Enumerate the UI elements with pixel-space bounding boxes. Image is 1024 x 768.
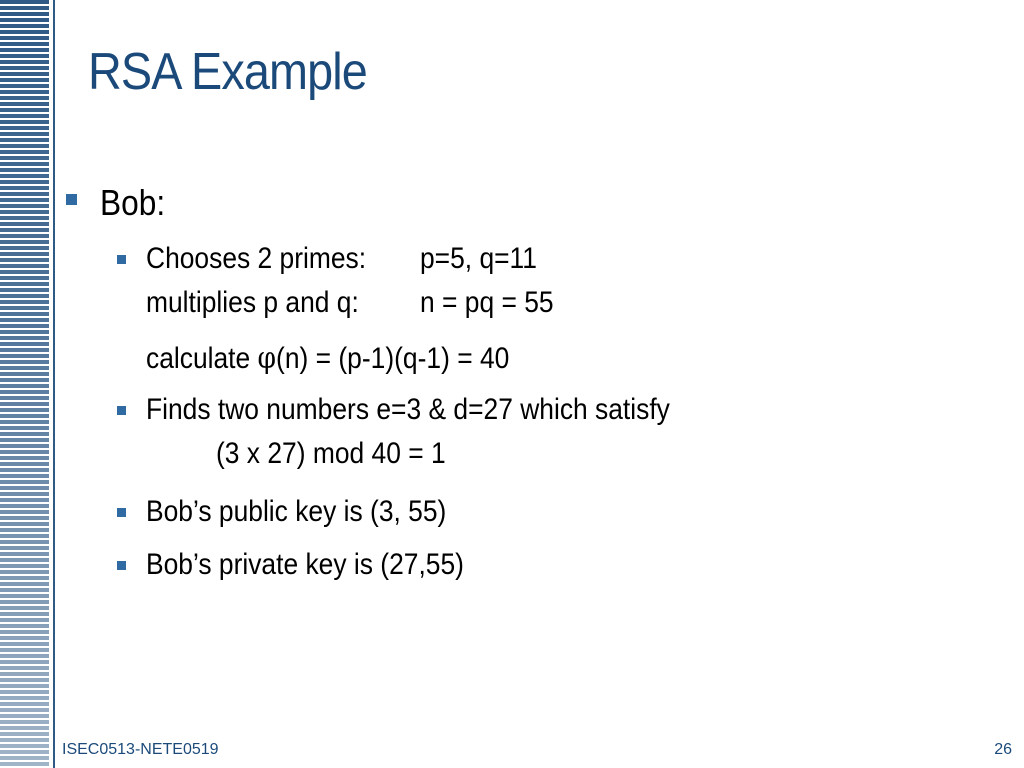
square-bullet-icon bbox=[117, 406, 126, 415]
phi-prefix: calculate bbox=[146, 342, 258, 375]
mod-equation: (3 x 27) mod 40 = 1 bbox=[216, 437, 446, 470]
multiply-label: multiplies p and q: bbox=[146, 286, 359, 319]
square-bullet-icon bbox=[117, 255, 126, 264]
phi-calculation bbox=[146, 341, 509, 376]
phi-formula: (n) = (p-1)(q-1) = 40 bbox=[276, 342, 510, 375]
primes-value: p=5, q=11 bbox=[420, 242, 537, 275]
public-key-line: Bob’s public key is (3, 55) bbox=[146, 495, 447, 528]
square-bullet-icon bbox=[117, 561, 126, 570]
private-key-line: Bob’s private key is (27,55) bbox=[146, 548, 464, 581]
square-bullet-icon bbox=[117, 508, 126, 517]
phi-symbol: φ bbox=[257, 341, 277, 376]
footer-course-code: ISEC0513-NETE0519 bbox=[62, 741, 219, 758]
primes-label: Chooses 2 primes: bbox=[146, 242, 367, 275]
multiply-value: n = pq = 55 bbox=[420, 286, 554, 319]
page-number: 26 bbox=[994, 741, 1012, 758]
slide-title: RSA Example bbox=[88, 43, 367, 101]
find-numbers-line: Finds two numbers e=3 & d=27 which satisfy bbox=[146, 393, 670, 426]
bullet-bob: Bob: bbox=[100, 182, 166, 223]
square-bullet-icon bbox=[66, 194, 77, 205]
